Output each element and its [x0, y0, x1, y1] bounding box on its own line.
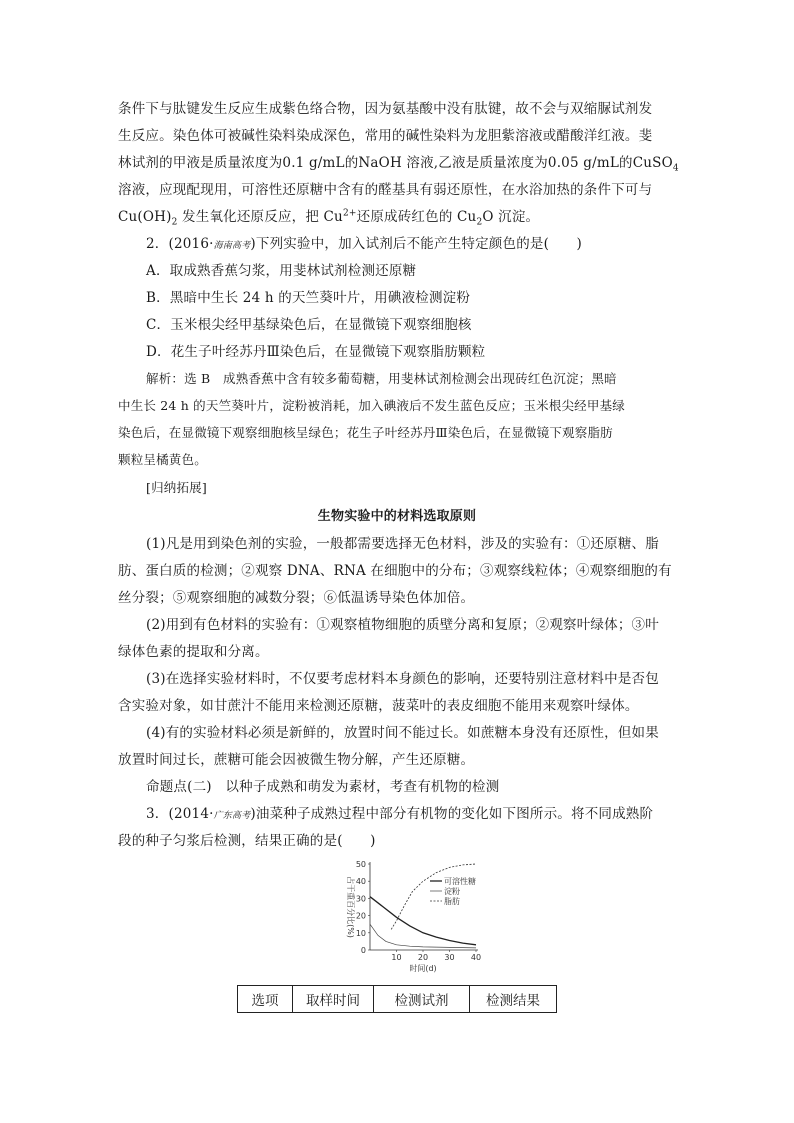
table-header-cell: 检测结果 [470, 986, 557, 1013]
y-tick-label: 20 [355, 911, 366, 921]
y-tick-label: 0 [360, 946, 366, 955]
section-heading: 生物实验中的材料选取原则 [317, 509, 477, 524]
x-axis-label: 时间(d) [409, 964, 437, 973]
paragraph-line: 肪、蛋白质的检测；②观察 DNA、RNA 在细胞中的分布；③观察线粒体；④观察细胞的有 [118, 563, 672, 579]
x-tick-label: 20 [417, 953, 429, 962]
analysis-line: 解析：选 B 成熟香蕉中含有较多葡萄糖，用斐林试剂检测会出现砖红色沉淀；黑暗 [146, 371, 617, 386]
series-line [370, 924, 476, 948]
paragraph-line: (3)在选择实验材料时，不仅要考虑材料本身颜色的影响，还要特别注意材料中是否包 [146, 671, 659, 687]
table-header-row [238, 986, 557, 1013]
paragraph-line: (4)有的实验材料必须是新鲜的，放置时间不能过长。如蔗糖本身没有还原性，但如果 [146, 725, 659, 741]
analysis-line: 颗粒呈橘黄色。 [118, 452, 207, 467]
legend-label: 淀粉 [444, 887, 460, 896]
paragraph-line: (2)用到有色材料的实验有：①观察植物细胞的质壁分离和复原；②观察叶绿体；③叶 [146, 617, 659, 633]
text-line: 溶液，应现配现用，可溶性还原糖中含有的醛基具有弱还原性，在水浴加热的条件下可与 [118, 182, 653, 198]
paragraph-line: 含实验对象，如甘蔗汁不能用来检测还原糖，菠菜叶的表皮细胞不能用来观察叶绿体。 [118, 698, 639, 714]
series-line [370, 897, 476, 945]
y-tick-label: 40 [355, 877, 366, 887]
exam-source: 广东高考 [213, 811, 251, 821]
paragraph-line: (1)凡是用到染色剂的实验，一般都需要选择无色材料，涉及的实验有：①还原糖、脂 [146, 536, 659, 552]
legend-label: 可溶性糖 [444, 877, 476, 886]
topic-heading: 命题点(二) 以种子成熟和萌发为素材，考查有机物的检测 [146, 779, 500, 795]
x-tick-label: 30 [444, 953, 455, 962]
text-line: 条件下与肽键发生反应生成紫色络合物，因为氨基酸中没有肽键，故不会与双缩脲试剂发 [118, 101, 653, 117]
table-header-cell: 选项 [238, 986, 293, 1013]
option-a: A．取成熟香蕉匀浆，用斐林试剂检测还原糖 [146, 263, 417, 279]
y-tick-label: 50 [355, 860, 366, 869]
exam-source: 海南高考 [213, 241, 251, 251]
text-line: 生反应。染色体可被碱性染料染成深色，常用的碱性染料为龙胆紫溶液或醋酸洋红液。斐 [118, 128, 653, 144]
x-tick-label: 10 [391, 953, 402, 962]
y-tick-label: 10 [355, 928, 366, 938]
option-d: D．花生子叶经苏丹Ⅲ染色后，在显微镜下观察脂肪颗粒 [146, 344, 486, 360]
analysis-line: 染色后，在显微镜下观察细胞核呈绿色；花生子叶经苏丹Ⅲ染色后，在显微镜下观察脂肪 [118, 425, 613, 440]
y-tick-label: 30 [355, 894, 366, 904]
analysis-line: 中生长 24 h 的天竺葵叶片，淀粉被消耗，加入碘液后不发生蓝色反应；玉米根尖经甲基绿 [118, 398, 625, 413]
table-header-cell: 检测试剂 [374, 986, 470, 1013]
text-line: $Cu(OH)_2$ 发生氧化还原反应，把 $Cu^{2+}$还原成砖红色的 $Cu_2O$ 沉淀。 [118, 208, 540, 228]
text-line: 林试剂的甲液是质量浓度为0.1 g/mL的NaOH 溶液,乙液是质量浓度为0.05 g/mL的CuSO$_4$ [118, 155, 679, 174]
answer-table [237, 985, 557, 1013]
series-line [391, 864, 476, 929]
section-tag: [归纳拓展] [146, 480, 207, 495]
table-header-cell: 取样时间 [293, 986, 374, 1013]
paragraph-line: 绿体色素的提取和分离。 [118, 644, 269, 660]
x-tick-label: 40 [470, 953, 482, 962]
organic-matter-chart [326, 856, 486, 978]
y-axis-label: 占干重百分比(%) [346, 876, 355, 938]
paragraph-line: 放置时间过长，蔗糖可能会因被微生物分解，产生还原糖。 [118, 752, 475, 768]
option-b: B．黑暗中生长 24 h 的天竺葵叶片，用碘液检测淀粉 [146, 290, 471, 306]
question-3: 3．(2014·广东高考)油菜种子成熟过程中部分有机物的变化如下图所示。将不同成熟阶 [146, 806, 654, 822]
question-2: 2．(2016·海南高考)下列实验中，加入试剂后不能产生特定颜色的是( ) [146, 236, 582, 252]
chart-legend [430, 876, 476, 906]
legend-label: 脂肪 [444, 897, 460, 906]
question-3-cont: 段的种子匀浆后检测，结果正确的是( ) [118, 833, 376, 849]
paragraph-line: 丝分裂；⑤观察细胞的减数分裂；⑥低温诱导染色体加倍。 [118, 590, 475, 606]
option-c: C．玉米根尖经甲基绿染色后，在显微镜下观察细胞核 [146, 317, 472, 333]
